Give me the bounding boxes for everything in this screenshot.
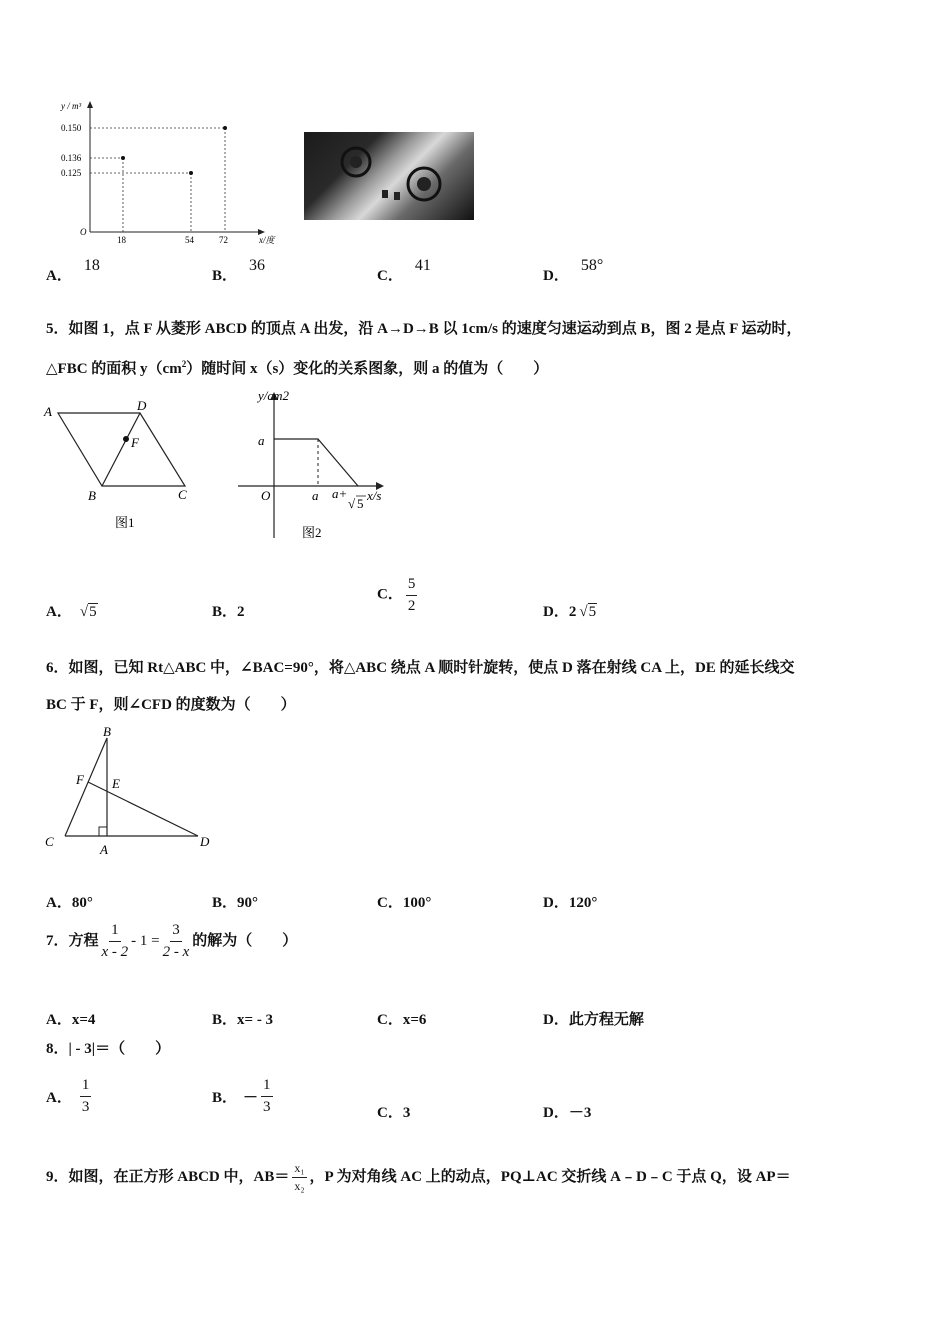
q8-option-b[interactable]: B． － $\frac{1}{3}$ [212,1077,271,1115]
q4-volume-graph [55,97,295,249]
q9-fraction: $\frac{\text{x₁}}{\text{x₂}}$ [294,1161,305,1194]
svg-text:F: F [76,772,84,787]
q5-option-b[interactable]: B．2 [212,604,245,620]
q6-option-b[interactable]: B．90° [212,895,259,911]
q4-graph-xtick-2: 72 [219,235,228,245]
q7-fraction-left: $\frac{1}{x - 2}$ [101,922,129,960]
q4-option-d[interactable]: D．58° [543,257,604,284]
q7-option-b[interactable]: B．x= - 3 [212,1012,274,1028]
q4-graph-ytick-1: 0.136 [61,153,82,163]
svg-text:E: E [112,776,120,791]
gas-stove-photo-icon [304,132,474,220]
svg-text:C: C [45,834,54,849]
svg-text:a+: a+ [332,486,348,501]
q7-stem: 7．方程 $\frac{1}{x - 2}$ - 1 = $\frac{3}{2 - x}$ 的解为（ ） [46,922,298,960]
q5-option-d[interactable]: D．2 √5 [543,604,597,620]
svg-text:a: a [312,488,319,503]
q9-stem: 9．如图，在正方形 ABCD 中，AB＝ $\frac{\text{x₁}}{\text{x₂}}$ ，P 为对角线 AC 上的动点，PQ⊥AC 交折线 A﹣D﹣C 于点 Q，设 AP＝ [46,1161,791,1194]
q4-option-a[interactable]: A．18 [46,257,100,284]
q5-stem-line1: 5．如图 1，点 F 从菱形 ABCD 的顶点 A 出发，沿 A→D→B 以 1cm/s 的速度匀速运动到点 B，图 2 是点 F 运动时， [46,321,802,337]
q5-option-a[interactable]: A． √5 [46,604,97,620]
svg-text:F: F [131,435,139,450]
q4-graph-xtick-0: 18 [117,235,126,245]
q4-option-b[interactable]: B．36 [212,257,266,284]
svg-text:O: O [261,488,271,503]
svg-text:A: A [100,842,108,857]
q7-option-c[interactable]: C．x=6 [377,1012,427,1028]
svg-text:5: 5 [357,496,364,511]
q8-option-a[interactable]: A． $\frac{1}{3}$ [46,1077,90,1115]
q7-option-a[interactable]: A．x=4 [46,1012,96,1028]
q6-triangle-figure [40,724,220,860]
svg-text:D: D [200,834,210,849]
q6-option-c[interactable]: C．100° [377,895,432,911]
svg-text:x/s: x/s [367,488,382,503]
q4-point-72 [223,126,227,130]
q4-graph-origin: O [80,227,87,237]
q4-graph-xlabel: x/度 [259,235,275,245]
svg-text:D: D [137,398,147,413]
q8-option-d[interactable]: D．－3 [543,1105,592,1121]
svg-text:√: √ [348,496,356,511]
q4-graph-xtick-1: 54 [185,235,194,245]
q4-graph-ylabel: y / m³ [61,101,82,111]
q4-point-18 [121,156,125,160]
q7-option-d[interactable]: D．此方程无解 [543,1012,644,1028]
q5-point-f [123,436,129,442]
svg-text:A: A [44,404,52,419]
svg-text:B: B [103,724,111,739]
q6-stem-line1: 6．如图，已知 Rt△ABC 中，∠BAC=90°，将△ABC 绕点 A 顺时针旋转，使点 D 落在射线 CA 上，DE 的延长线交 [46,660,795,676]
svg-text:a: a [258,433,265,448]
q4-graph-ytick-0: 0.150 [61,123,82,133]
svg-text:图2: 图2 [302,525,322,540]
q4-graph-ytick-2: 0.125 [61,168,82,178]
svg-text:图1: 图1 [115,515,135,530]
q5-stem-line2: △FBC 的面积 $y(cm^2)$随时间 x（s）变化的关系图象，则 a 的值为（ ） [46,359,549,377]
q5-fig1-rhombus [40,398,200,538]
q4-option-c[interactable]: C．41 [377,257,431,284]
q4-point-54 [189,171,193,175]
svg-text:B: B [88,488,96,503]
q6-option-d[interactable]: D．120° [543,895,598,911]
q7-fraction-right: $\frac{3}{2 - x}$ [162,922,190,960]
q8-option-c[interactable]: C．3 [377,1105,411,1121]
q6-option-a[interactable]: A．80° [46,895,93,911]
svg-text:C: C [178,487,187,502]
q6-stem-line2: BC 于 F，则∠CFD 的度数为（ ） [46,697,296,713]
q5-option-c[interactable]: C． $\frac{5}{2}$ [377,576,416,614]
q5-fig2-area-graph [236,388,396,548]
svg-text:y/cm2: y/cm2 [258,388,290,403]
q8-stem: 8．| - 3|＝（ ） [46,1041,171,1057]
